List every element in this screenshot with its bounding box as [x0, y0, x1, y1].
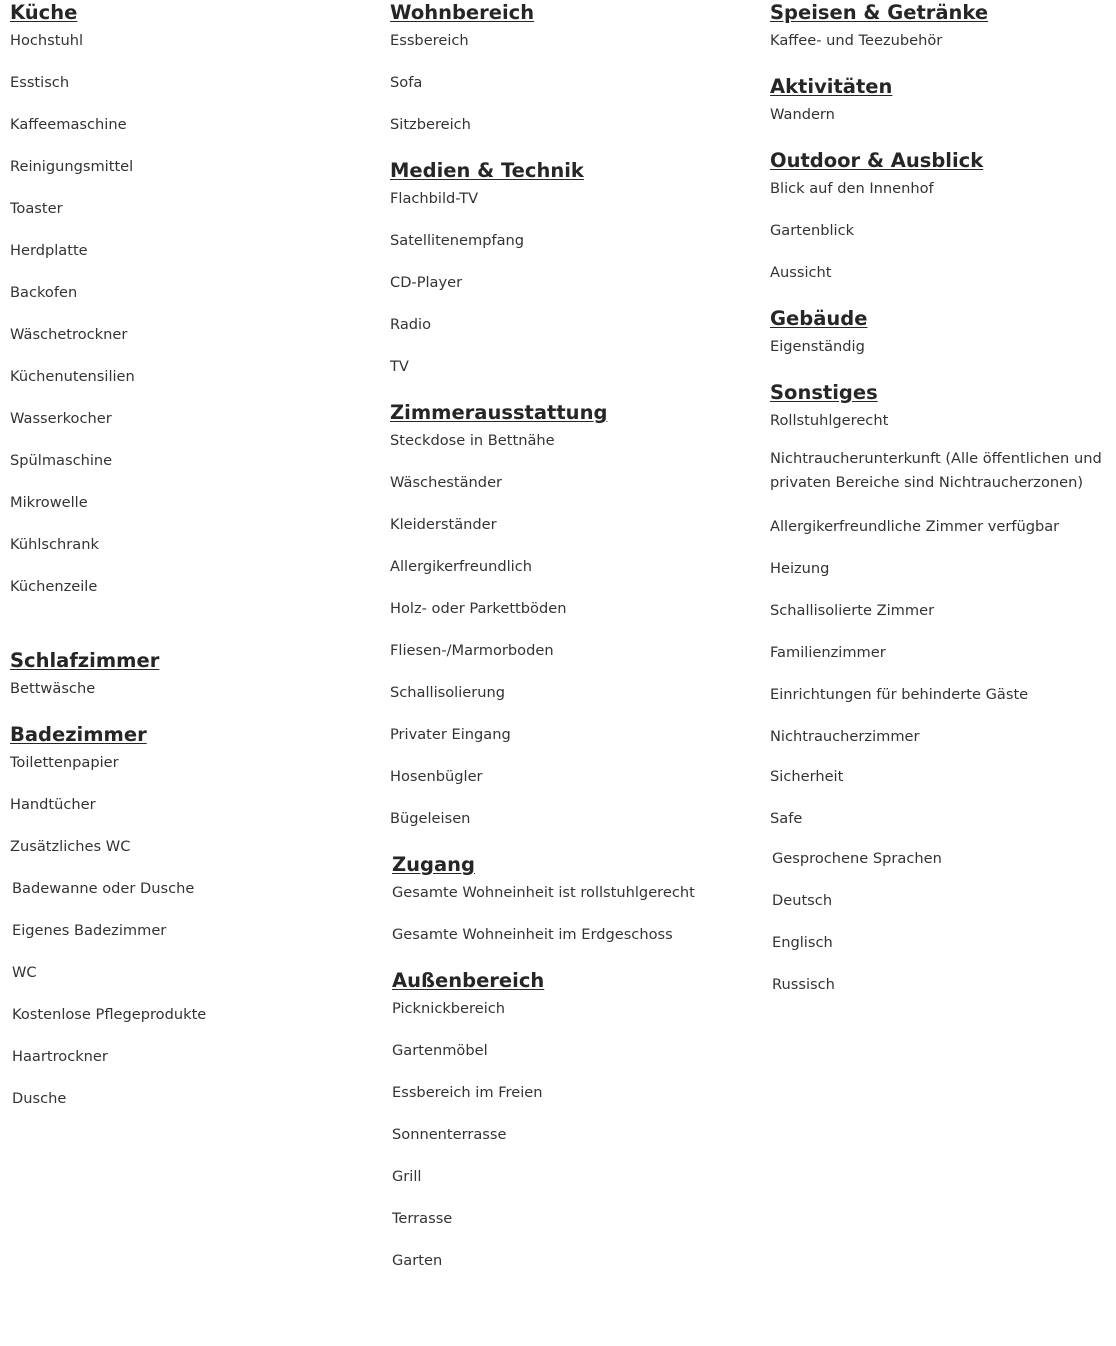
section-heading: Gebäude [770, 307, 868, 330]
section-heading: Wohnbereich [390, 1, 535, 24]
facility-item: Handtücher [10, 796, 96, 813]
facility-item: Zusätzliches WC [10, 838, 131, 855]
facility-item: Badewanne oder Dusche [12, 880, 195, 897]
facility-item: Toaster [10, 200, 63, 217]
section-sprachen [770, 844, 1105, 1012]
facility-item: Picknickbereich [392, 1000, 506, 1017]
language-item: Deutsch [772, 892, 833, 909]
facility-item: Familienzimmer [770, 644, 886, 661]
section-heading: Zimmerausstattung [390, 401, 608, 424]
facility-item: Toilettenpapier [10, 754, 119, 771]
facilities-column-3 [770, 0, 1105, 1012]
section-heading: Speisen & Getränke [770, 1, 989, 24]
facilities-column-1 [10, 0, 370, 1126]
section-aktivitaeten [770, 74, 1105, 142]
facility-item: Nichtraucherunterkunft (Alle öffentlichen und privaten Bereiche sind Nichtraucherzonen) [770, 450, 1102, 491]
facility-item: WC [12, 964, 37, 981]
facility-item: Spülmaschine [10, 452, 113, 469]
section-heading: Küche [10, 1, 78, 24]
facility-item: Garten [392, 1252, 443, 1269]
facility-item: Allergikerfreundliche Zimmer verfügbar [770, 518, 1060, 535]
facility-item: Sitzbereich [390, 116, 471, 133]
facility-item: Backofen [10, 284, 78, 301]
facility-item: Gartenmöbel [392, 1042, 488, 1059]
section-heading: Badezimmer [10, 723, 147, 746]
facility-item: Flachbild-TV [390, 190, 479, 207]
facility-item: Schallisolierung [390, 684, 506, 701]
facility-item: Kostenlose Pflegeprodukte [12, 1006, 207, 1023]
facility-item: Sofa [390, 74, 423, 91]
facility-item: Haartrockner [12, 1048, 108, 1065]
facility-item: Safe [770, 810, 803, 827]
section-heading: Schlafzimmer [10, 649, 160, 672]
section-gebaeude [770, 306, 1105, 374]
section-heading: Außenbereich [392, 969, 545, 992]
facility-item: Gesamte Wohneinheit ist rollstuhlgerecht [392, 884, 695, 901]
facility-item: Schallisolierte Zimmer [770, 602, 935, 619]
facility-item: Nichtraucherzimmer [770, 728, 920, 745]
facility-item: Radio [390, 316, 432, 333]
section-schlafzimmer [10, 648, 370, 716]
facility-item: Reinigungsmittel [10, 158, 134, 175]
facility-item: Heizung [770, 560, 830, 577]
facility-item: Hochstuhl [10, 32, 84, 49]
facility-item: Rollstuhlgerecht [770, 412, 889, 429]
facility-item: Allergikerfreundlich [390, 558, 532, 575]
facilities-column-2 [390, 0, 750, 1288]
facility-item: Herdplatte [10, 242, 88, 259]
facility-item: Bettwäsche [10, 680, 96, 697]
section-heading: Aktivitäten [770, 75, 893, 98]
facility-item: Eigenständig [770, 338, 865, 355]
section-wohnbereich [390, 0, 750, 152]
facility-item: Wäscheständer [390, 474, 503, 491]
section-heading: Sonstiges [770, 381, 878, 404]
section-zugang [390, 852, 750, 962]
language-item: Englisch [772, 934, 833, 951]
facility-item: Kaffeemaschine [10, 116, 127, 133]
facility-item: Kaffee- und Teezubehör [770, 32, 943, 49]
facility-item: TV [390, 358, 409, 375]
facility-item: Sonnenterrasse [392, 1126, 507, 1143]
section-heading: Medien & Technik [390, 159, 584, 182]
facility-item: Wäschetrockner [10, 326, 128, 343]
facility-item: Wasserkocher [10, 410, 112, 427]
section-speisen-getraenke [770, 0, 1105, 68]
facility-item: Küchenutensilien [10, 368, 135, 385]
section-badezimmer [10, 722, 370, 1126]
facility-item: Wandern [770, 106, 835, 123]
facility-item: Mikrowelle [10, 494, 88, 511]
facility-item: Esstisch [10, 74, 70, 91]
facility-item: Bügeleisen [390, 810, 471, 827]
facility-item: Kühlschrank [10, 536, 99, 553]
facility-item: Gesamte Wohneinheit im Erdgeschoss [392, 926, 673, 943]
facility-item: Privater Eingang [390, 726, 511, 743]
facility-item: Hosenbügler [390, 768, 483, 785]
section-heading: Zugang [392, 853, 475, 876]
section-sonstiges [770, 380, 1105, 846]
section-zimmerausstattung [390, 400, 750, 846]
facility-item: Steckdose in Bettnähe [390, 432, 555, 449]
section-kueche [10, 0, 370, 614]
facility-item: Einrichtungen für behinderte Gäste [770, 686, 1029, 703]
section-aussenbereich [390, 968, 750, 1288]
facility-item: Dusche [12, 1090, 67, 1107]
facility-item: Holz- oder Parkettböden [390, 600, 567, 617]
facility-item: Aussicht [770, 264, 832, 281]
facility-item: Essbereich [390, 32, 469, 49]
facility-item: Eigenes Badezimmer [12, 922, 167, 939]
language-item: Russisch [772, 976, 835, 993]
facility-item: Küchenzeile [10, 578, 98, 595]
section-medien-technik [390, 158, 750, 394]
section-outdoor-ausblick [770, 148, 1105, 300]
facility-item: Kleiderständer [390, 516, 497, 533]
facility-item: Fliesen-/Marmorboden [390, 642, 554, 659]
facility-item: Gesprochene Sprachen [772, 850, 942, 867]
facility-item: Satellitenempfang [390, 232, 525, 249]
facility-item: Terrasse [392, 1210, 453, 1227]
facility-item: Essbereich im Freien [392, 1084, 543, 1101]
facility-item: Sicherheit [770, 768, 844, 785]
facility-item: Gartenblick [770, 222, 855, 239]
facility-item: CD-Player [390, 274, 463, 291]
facility-item: Blick auf den Innenhof [770, 180, 934, 197]
facility-item: Grill [392, 1168, 422, 1185]
section-heading: Outdoor & Ausblick [770, 149, 984, 172]
